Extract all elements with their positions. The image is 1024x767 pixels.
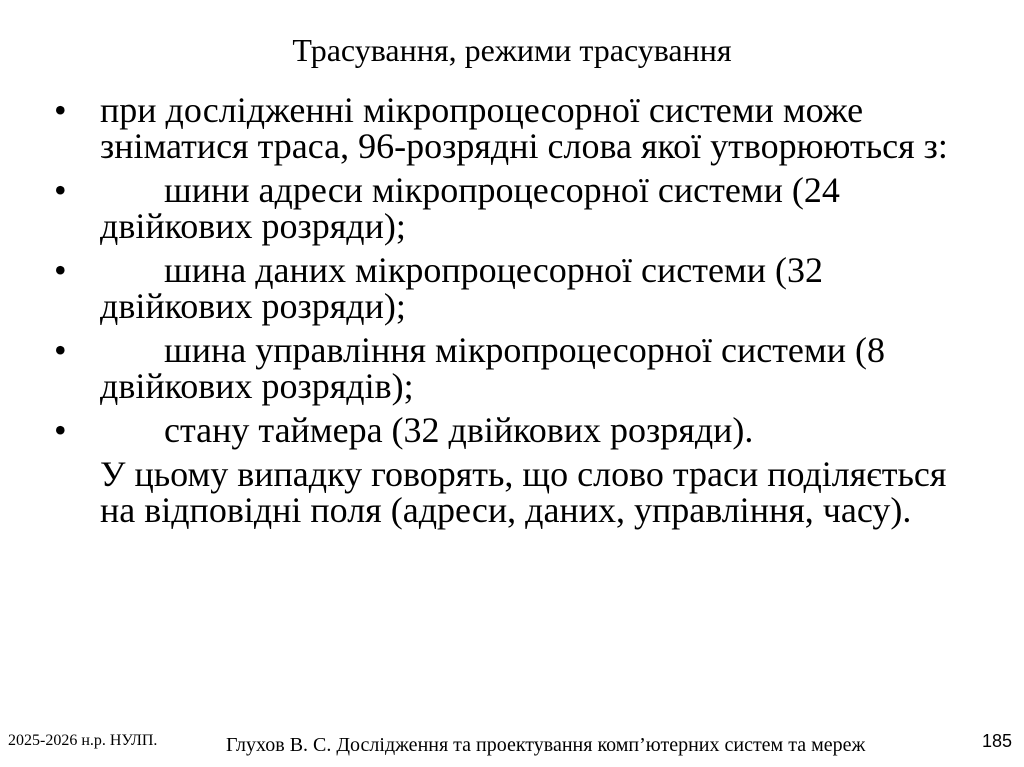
bullet-item xyxy=(52,332,982,404)
slide-title: Трасування, режими трасування xyxy=(292,32,732,68)
footer-year-label: 2025-2026 н.р. НУЛП. xyxy=(8,732,158,749)
slide-content xyxy=(52,92,982,528)
bullet-text: шина даних мікропроцесорної системи (32 двійкових розряди); xyxy=(100,250,823,326)
bullet-text: шина управління мікропроцесорної системи (8 двійкових розрядів); xyxy=(100,330,885,406)
bullet-icon: • xyxy=(54,330,67,370)
bullet-item xyxy=(52,172,982,244)
footer-author-title: Глухов В. С. Дослідження та проектування комп’ютерних систем та мереж xyxy=(226,734,866,756)
page-number: 185 xyxy=(981,731,1012,751)
bullet-text: при дослідженні мікропроцесорної системи може зніматися траса, 96-розрядні слова якої утворюються з: xyxy=(100,90,948,166)
bullet-icon: • xyxy=(54,90,67,130)
bullet-text: стану таймера (32 двійкових розряди). xyxy=(164,410,754,450)
summary-paragraph: У цьому випадку говорять, що слово траси поділяється на відповідні поля (адреси, даних, управління, часу). xyxy=(100,454,947,530)
bullet-text: шини адреси мікропроцесорної системи (24 двійкових розряди); xyxy=(100,170,840,246)
bullet-icon: • xyxy=(54,170,67,210)
bullet-icon: • xyxy=(54,410,67,450)
bullet-icon: • xyxy=(54,250,67,290)
bullet-item xyxy=(52,252,982,324)
bullet-item xyxy=(52,92,982,164)
bullet-item xyxy=(52,412,982,448)
